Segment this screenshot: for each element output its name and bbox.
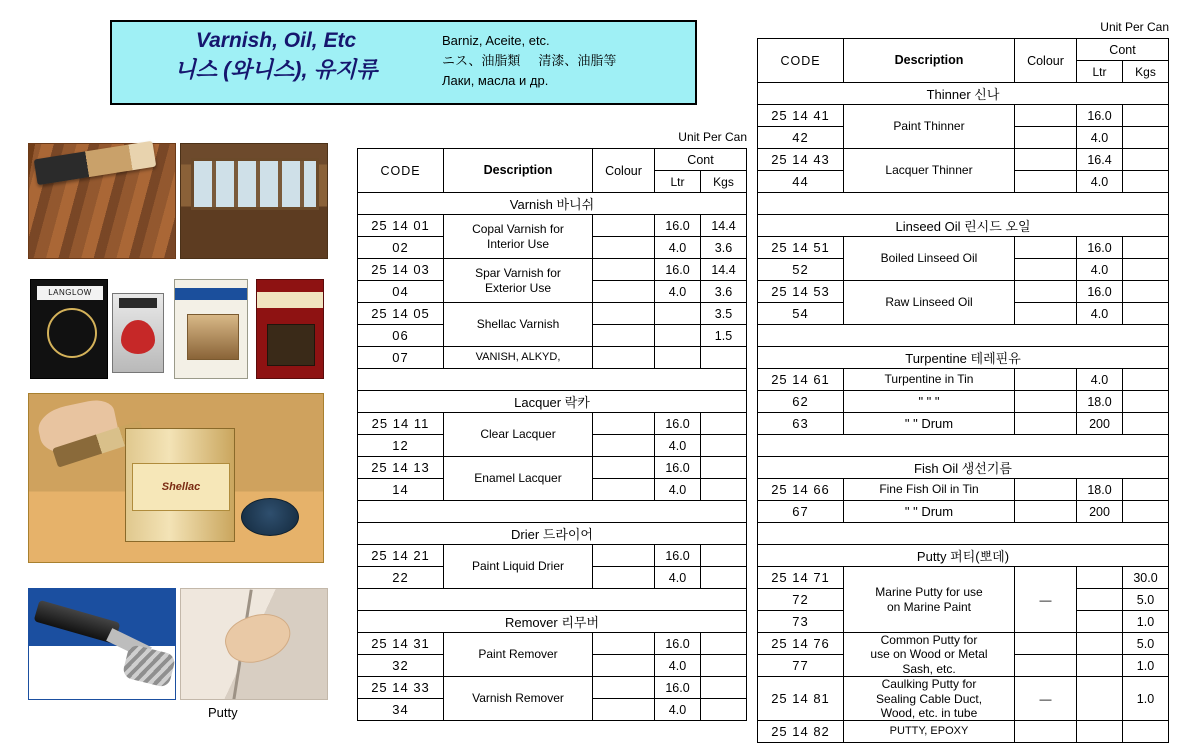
cell-colour xyxy=(1015,501,1077,523)
cell-code: 63 xyxy=(758,413,844,435)
cell-code: 25 14 71 xyxy=(758,567,844,589)
cell-kgs xyxy=(1123,259,1169,281)
cell-kgs: 30.0 xyxy=(1123,567,1169,589)
table-group-gap xyxy=(358,589,747,611)
table-row xyxy=(758,237,1169,259)
cell-description: Marine Putty for use on Marine Paint xyxy=(844,567,1015,633)
cell-kgs xyxy=(1123,281,1169,303)
cell-ltr xyxy=(1077,611,1123,633)
table-row xyxy=(758,633,1169,655)
cell-kgs xyxy=(701,413,747,435)
cell-code: 25 14 13 xyxy=(358,457,444,479)
cell-ltr: 16.0 xyxy=(655,413,701,435)
cell-ltr: 16.0 xyxy=(655,677,701,699)
cell-ltr: 4.0 xyxy=(655,281,701,303)
group-title: Drier 드라이어 xyxy=(358,523,747,545)
cell-description: " " Drum xyxy=(844,413,1015,435)
cell-description: " " " xyxy=(844,391,1015,413)
cell-ltr xyxy=(655,347,701,369)
header-kgs: Kgs xyxy=(701,171,747,193)
cell-colour xyxy=(593,303,655,325)
table-row xyxy=(358,259,747,281)
cell-description: VANISH, ALKYD, xyxy=(444,347,593,369)
header-ltr: Ltr xyxy=(1077,61,1123,83)
cell-code: 25 14 51 xyxy=(758,237,844,259)
cell-code: 32 xyxy=(358,655,444,677)
group-title: Thinner 신나 xyxy=(758,83,1169,105)
table-row xyxy=(758,413,1169,435)
cell-colour: — xyxy=(1015,567,1077,633)
can-langlow-tin xyxy=(112,293,164,373)
cell-colour xyxy=(593,545,655,567)
cell-kgs xyxy=(701,633,747,655)
cell-code: 25 14 81 xyxy=(758,677,844,721)
cell-description: Raw Linseed Oil xyxy=(844,281,1015,325)
page-title-ko: 니스 (와니스), 유지류 xyxy=(174,57,378,83)
table-row xyxy=(358,457,747,479)
table-row xyxy=(758,281,1169,303)
table-row xyxy=(358,633,747,655)
photo-tin-lid xyxy=(241,498,299,536)
cell-ltr: 200 xyxy=(1077,413,1123,435)
table-group-header xyxy=(758,347,1169,369)
cell-ltr: 16.0 xyxy=(1077,281,1123,303)
cell-code: 25 14 31 xyxy=(358,633,444,655)
cell-code: 77 xyxy=(758,655,844,677)
cell-description: Copal Varnish for Interior Use xyxy=(444,215,593,259)
cell-kgs: 1.0 xyxy=(1123,677,1169,721)
cell-description: Clear Lacquer xyxy=(444,413,593,457)
cell-ltr: 4.0 xyxy=(655,435,701,457)
cell-kgs xyxy=(1123,149,1169,171)
cell-ltr: 16.4 xyxy=(1077,149,1123,171)
table-group-header xyxy=(758,215,1169,237)
cell-colour xyxy=(593,633,655,655)
cell-ltr xyxy=(1077,721,1123,743)
photo-shellac-application xyxy=(28,393,324,563)
cell-code: 52 xyxy=(758,259,844,281)
cell-kgs xyxy=(701,567,747,589)
cell-kgs xyxy=(701,655,747,677)
table-row xyxy=(758,677,1169,721)
cell-ltr: 16.0 xyxy=(655,545,701,567)
cell-code: 25 14 61 xyxy=(758,369,844,391)
cell-colour xyxy=(1015,171,1077,193)
cell-colour xyxy=(1015,281,1077,303)
group-title: Fish Oil 생선기름 xyxy=(758,457,1169,479)
cell-ltr: 18.0 xyxy=(1077,391,1123,413)
cell-kgs xyxy=(1123,413,1169,435)
cell-colour xyxy=(593,259,655,281)
title-banner xyxy=(110,20,697,105)
cell-colour: — xyxy=(1015,677,1077,721)
table-row xyxy=(758,391,1169,413)
table-row xyxy=(358,413,747,435)
cell-ltr: 16.0 xyxy=(655,457,701,479)
left-unit-per-can-label: Unit Per Can xyxy=(678,130,747,144)
cell-colour xyxy=(1015,127,1077,149)
header-code: CODE xyxy=(358,149,444,193)
table-row xyxy=(358,347,747,369)
caption-putty: Putty xyxy=(208,705,238,720)
right-table-body xyxy=(758,39,1169,743)
cell-colour xyxy=(593,325,655,347)
cell-colour xyxy=(593,281,655,303)
title-sub-ja-1: ニス、油脂類 xyxy=(442,53,521,69)
cell-colour xyxy=(1015,655,1077,677)
cell-ltr: 4.0 xyxy=(655,699,701,721)
cell-description: Boiled Linseed Oil xyxy=(844,237,1015,281)
cell-description: Caulking Putty for Sealing Cable Duct, Wood, etc. in tube xyxy=(844,677,1015,721)
can-langlow-label: LANGLOW xyxy=(37,286,103,300)
cell-colour xyxy=(1015,391,1077,413)
header-kgs: Kgs xyxy=(1123,61,1169,83)
page-title-translations xyxy=(442,31,616,91)
cell-kgs xyxy=(701,457,747,479)
cell-description: Fine Fish Oil in Tin xyxy=(844,479,1015,501)
table-group-gap xyxy=(758,325,1169,347)
cell-ltr: 16.0 xyxy=(655,215,701,237)
cell-colour xyxy=(593,479,655,501)
cell-ltr: 4.0 xyxy=(1077,127,1123,149)
left-table-body xyxy=(358,149,747,721)
cell-colour xyxy=(593,347,655,369)
photo-caulking-gun xyxy=(28,588,176,700)
cell-ltr: 4.0 xyxy=(1077,171,1123,193)
header-cont: Cont xyxy=(1077,39,1169,61)
cell-code: 62 xyxy=(758,391,844,413)
cell-ltr: 200 xyxy=(1077,501,1123,523)
table-group-gap xyxy=(758,435,1169,457)
cell-code: 25 14 21 xyxy=(358,545,444,567)
cell-code: 34 xyxy=(358,699,444,721)
cell-colour xyxy=(593,457,655,479)
cell-colour xyxy=(1015,721,1077,743)
cell-code: 25 14 11 xyxy=(358,413,444,435)
cell-kgs: 1.0 xyxy=(1123,655,1169,677)
left-price-table xyxy=(357,148,747,721)
table-group-header xyxy=(758,457,1169,479)
can-best-copal-varnish xyxy=(256,279,324,379)
cell-colour xyxy=(1015,237,1077,259)
table-group-header xyxy=(358,611,747,633)
cell-colour xyxy=(1015,259,1077,281)
cell-ltr: 16.0 xyxy=(655,633,701,655)
cell-code: 25 14 01 xyxy=(358,215,444,237)
photo-varnished-interior xyxy=(180,143,328,259)
cell-ltr xyxy=(655,325,701,347)
cell-ltr: 4.0 xyxy=(655,479,701,501)
cell-kgs: 3.6 xyxy=(701,281,747,303)
cell-kgs: 14.4 xyxy=(701,259,747,281)
cell-kgs xyxy=(701,435,747,457)
cell-description: " " Drum xyxy=(844,501,1015,523)
table-header-row xyxy=(358,149,747,171)
cell-ltr: 16.0 xyxy=(1077,237,1123,259)
cell-description: PUTTY, EPOXY xyxy=(844,721,1015,743)
cell-kgs xyxy=(1123,391,1169,413)
cell-ltr: 16.0 xyxy=(1077,105,1123,127)
title-sub-es: Barniz, Aceite, etc. xyxy=(442,33,550,48)
cell-description: Varnish Remover xyxy=(444,677,593,721)
cell-colour xyxy=(593,699,655,721)
cell-kgs xyxy=(1123,237,1169,259)
cell-colour xyxy=(1015,413,1077,435)
cell-kgs xyxy=(1123,303,1169,325)
cell-kgs: 5.0 xyxy=(1123,633,1169,655)
cell-colour xyxy=(593,215,655,237)
can-copal-varnish xyxy=(174,279,248,379)
group-title: Remover 리무버 xyxy=(358,611,747,633)
cell-description: Lacquer Thinner xyxy=(844,149,1015,193)
header-ltr: Ltr xyxy=(655,171,701,193)
cell-ltr: 4.0 xyxy=(1077,259,1123,281)
right-price-table xyxy=(757,38,1169,743)
page-title-en: Varnish, Oil, Etc xyxy=(195,29,357,52)
table-group-header xyxy=(358,391,747,413)
cell-kgs: 1.5 xyxy=(701,325,747,347)
cell-code: 25 14 43 xyxy=(758,149,844,171)
can-langlow-box xyxy=(30,279,108,379)
cell-ltr xyxy=(655,303,701,325)
cell-ltr: 18.0 xyxy=(1077,479,1123,501)
table-row xyxy=(358,545,747,567)
title-sub-ja xyxy=(442,51,616,71)
table-row xyxy=(358,303,747,325)
cell-kgs xyxy=(1123,501,1169,523)
cell-description: Common Putty for use on Wood or Metal Sash, etc. xyxy=(844,633,1015,677)
cell-code: 14 xyxy=(358,479,444,501)
cell-kgs xyxy=(701,677,747,699)
cell-kgs: 1.0 xyxy=(1123,611,1169,633)
table-row xyxy=(758,369,1169,391)
photo-shellac-tin xyxy=(125,428,235,542)
cell-kgs xyxy=(1123,127,1169,149)
cell-colour xyxy=(1015,105,1077,127)
cell-code: 07 xyxy=(358,347,444,369)
cell-colour xyxy=(593,677,655,699)
cell-kgs: 3.5 xyxy=(701,303,747,325)
cell-ltr: 4.0 xyxy=(655,237,701,259)
header-colour: Colour xyxy=(1015,39,1077,83)
header-colour: Colour xyxy=(593,149,655,193)
cell-kgs xyxy=(1123,171,1169,193)
cell-kgs xyxy=(701,347,747,369)
table-row xyxy=(758,567,1169,589)
cell-kgs xyxy=(1123,369,1169,391)
cell-ltr: 4.0 xyxy=(655,567,701,589)
photo-varnish-cans xyxy=(28,275,328,385)
cell-ltr xyxy=(1077,633,1123,655)
cell-code: 25 14 33 xyxy=(358,677,444,699)
left-table xyxy=(357,148,747,721)
cell-kgs xyxy=(1123,105,1169,127)
group-title: Varnish 바니쉬 xyxy=(358,193,747,215)
table-group-gap xyxy=(358,501,747,523)
header-description: Description xyxy=(844,39,1015,83)
cell-code: 22 xyxy=(358,567,444,589)
cell-colour xyxy=(593,435,655,457)
cell-ltr: 16.0 xyxy=(655,259,701,281)
cell-kgs: 3.6 xyxy=(701,237,747,259)
cell-code: 72 xyxy=(758,589,844,611)
cell-description: Turpentine in Tin xyxy=(844,369,1015,391)
header-code: CODE xyxy=(758,39,844,83)
shellac-tin-label: Shellac xyxy=(132,463,230,511)
cell-colour xyxy=(1015,633,1077,655)
table-group-gap xyxy=(758,193,1169,215)
photo-varnished-wood xyxy=(28,143,176,259)
table-group-gap xyxy=(358,369,747,391)
table-header-row xyxy=(758,39,1169,61)
cell-code: 54 xyxy=(758,303,844,325)
group-title: Putty 퍼티(뽀데) xyxy=(758,545,1169,567)
cell-ltr xyxy=(1077,677,1123,721)
cell-code: 25 14 66 xyxy=(758,479,844,501)
cell-kgs xyxy=(1123,721,1169,743)
cell-code: 73 xyxy=(758,611,844,633)
right-table xyxy=(757,38,1169,743)
cell-colour xyxy=(593,413,655,435)
table-group-gap xyxy=(758,523,1169,545)
right-unit-per-can-label: Unit Per Can xyxy=(1100,20,1169,34)
cell-colour xyxy=(1015,303,1077,325)
cell-kgs: 14.4 xyxy=(701,215,747,237)
cell-ltr xyxy=(1077,589,1123,611)
cell-description: Spar Varnish for Exterior Use xyxy=(444,259,593,303)
cell-ltr xyxy=(1077,567,1123,589)
cell-code: 25 14 41 xyxy=(758,105,844,127)
cell-colour xyxy=(593,237,655,259)
cell-description: Paint Thinner xyxy=(844,105,1015,149)
table-group-header xyxy=(758,545,1169,567)
cell-colour xyxy=(1015,369,1077,391)
table-row xyxy=(758,501,1169,523)
cell-code: 25 14 03 xyxy=(358,259,444,281)
cell-code: 25 14 05 xyxy=(358,303,444,325)
cell-kgs xyxy=(701,479,747,501)
cell-colour xyxy=(593,655,655,677)
cell-code: 25 14 82 xyxy=(758,721,844,743)
cell-kgs xyxy=(701,699,747,721)
cell-code: 02 xyxy=(358,237,444,259)
cell-ltr: 4.0 xyxy=(1077,303,1123,325)
cell-code: 42 xyxy=(758,127,844,149)
table-row xyxy=(758,149,1169,171)
table-row xyxy=(758,721,1169,743)
table-row xyxy=(758,479,1169,501)
cell-code: 44 xyxy=(758,171,844,193)
group-title: Lacquer 락카 xyxy=(358,391,747,413)
cell-code: 25 14 76 xyxy=(758,633,844,655)
cell-code: 06 xyxy=(358,325,444,347)
cell-ltr: 4.0 xyxy=(655,655,701,677)
cell-description: Enamel Lacquer xyxy=(444,457,593,501)
group-title: Linseed Oil 린시드 오일 xyxy=(758,215,1169,237)
cell-kgs: 5.0 xyxy=(1123,589,1169,611)
table-group-header xyxy=(758,83,1169,105)
table-row xyxy=(358,677,747,699)
cell-colour xyxy=(1015,479,1077,501)
table-row xyxy=(358,215,747,237)
photo-putty-corner xyxy=(180,588,328,700)
cell-ltr xyxy=(1077,655,1123,677)
page-title xyxy=(126,28,426,84)
cell-kgs xyxy=(701,545,747,567)
cell-description: Paint Remover xyxy=(444,633,593,677)
table-group-header xyxy=(358,193,747,215)
table-group-header xyxy=(358,523,747,545)
cell-code: 12 xyxy=(358,435,444,457)
cell-colour xyxy=(1015,149,1077,171)
cell-description: Paint Liquid Drier xyxy=(444,545,593,589)
cell-ltr: 4.0 xyxy=(1077,369,1123,391)
title-sub-ru: Лаки, масла и др. xyxy=(442,73,549,89)
cell-code: 25 14 53 xyxy=(758,281,844,303)
group-title: Turpentine 테레핀유 xyxy=(758,347,1169,369)
table-row xyxy=(758,105,1169,127)
cell-colour xyxy=(593,567,655,589)
cell-description: Shellac Varnish xyxy=(444,303,593,347)
cell-code: 04 xyxy=(358,281,444,303)
header-description: Description xyxy=(444,149,593,193)
title-sub-ja-2: 清漆、油脂等 xyxy=(538,53,617,69)
header-cont: Cont xyxy=(655,149,747,171)
cell-kgs xyxy=(1123,479,1169,501)
cell-code: 67 xyxy=(758,501,844,523)
